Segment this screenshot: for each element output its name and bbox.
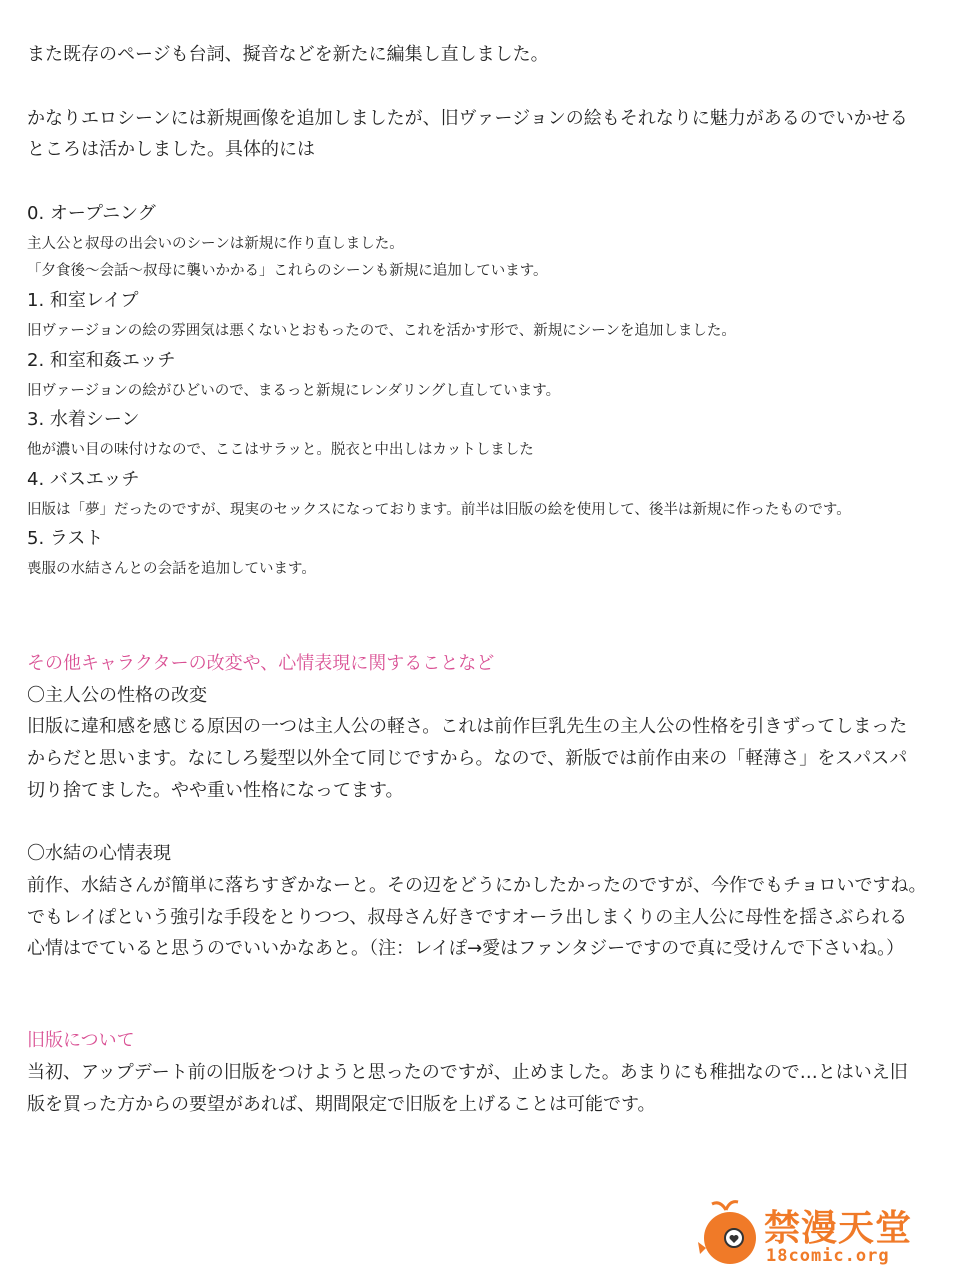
scene-title: 2. 和室和姦エッチ: [27, 350, 176, 371]
intro-line: かなりエロシーンには新規画像を追加しましたが、旧ヴァージョンの絵もそれなりに魅力があるのでいかせる: [27, 108, 908, 129]
section-heading: 旧版について: [27, 1030, 135, 1051]
paragraph-line: 版を買った方からの要望があれば、期間限定で旧版を上げることは可能です。: [27, 1094, 656, 1115]
scene-desc: 旧版は「夢」だったのですが、現実のセックスになっております。前半は旧版の絵を使用して、後半は新規に作ったものです。: [27, 502, 851, 518]
scene-desc: 旧ヴァージョンの絵の雰囲気は悪くないとおもったので、これを活かす形で、新規にシーンを追加しました。: [27, 323, 736, 339]
intro-line: また既存のページも台詞、擬音などを新たに編集し直しました。: [27, 44, 549, 65]
paragraph-line: 心情はでていると思うのでいいかなあと。（注：レイぽ→愛はファンタジーですので真に受けんで下さいね。）: [27, 938, 905, 959]
scene-desc: 主人公と叔母の出会いのシーンは新規に作り直しました。: [27, 236, 404, 252]
scene-desc: 旧ヴァージョンの絵がひどいので、まるっと新規にレンダリングし直しています。: [27, 383, 561, 399]
subheading: 〇水結の心情表現: [27, 843, 171, 864]
paragraph-line: でもレイぽという強引な手段をとりつつ、叔母さん好きですオーラ出しまくりの主人公に母性を揺さぶられる: [27, 907, 908, 928]
scene-title: 4. バスエッチ: [27, 469, 140, 490]
watermark-logo: [696, 1196, 924, 1276]
scene-title: 5. ラスト: [27, 528, 104, 549]
scene-title: 0. オープニング: [27, 203, 156, 224]
watermark-url: 18comic.org: [766, 1246, 890, 1266]
subheading: 〇主人公の性格の改変: [27, 685, 207, 706]
paragraph-line: 旧版に違和感を感じる原因の一つは主人公の軽さ。これは前作巨乳先生の主人公の性格を引きずってしまった: [27, 716, 908, 737]
scene-title: 1. 和室レイプ: [27, 290, 139, 311]
intro-line: ところは活かしました。具体的には: [27, 139, 315, 160]
section-heading: その他キャラクターの改変や、心情表現に関することなど: [27, 653, 495, 674]
paragraph-line: からだと思います。なにしろ髪型以外全て同じですから。なので、新版では前作由来の「軽薄さ」をスパスパ: [27, 748, 908, 769]
whale-mascot-icon: [696, 1196, 762, 1276]
scene-desc: 喪服の水結さんとの会話を追加しています。: [27, 561, 316, 577]
paragraph-line: 当初、アップデート前の旧版をつけようと思ったのですが、止めました。あまりにも稚拙なので…とはいえ旧: [27, 1062, 908, 1083]
scene-title: 3. 水着シーン: [27, 409, 140, 430]
paragraph-line: 前作、水結さんが簡単に落ちすぎかなーと。その辺をどうにかしたかったのですが、今作でもチョロいですね。: [27, 875, 927, 896]
paragraph-line: 切り捨てました。やや重い性格になってます。: [27, 780, 404, 801]
scene-desc: 「夕食後〜会話〜叔母に襲いかかる」これらのシーンも新規に追加しています。: [27, 263, 548, 279]
scene-desc: 他が濃い目の味付けなので、ここはサラッと。脱衣と中出しはカットしました: [27, 442, 534, 458]
watermark-name: 禁漫天堂: [764, 1208, 913, 1249]
